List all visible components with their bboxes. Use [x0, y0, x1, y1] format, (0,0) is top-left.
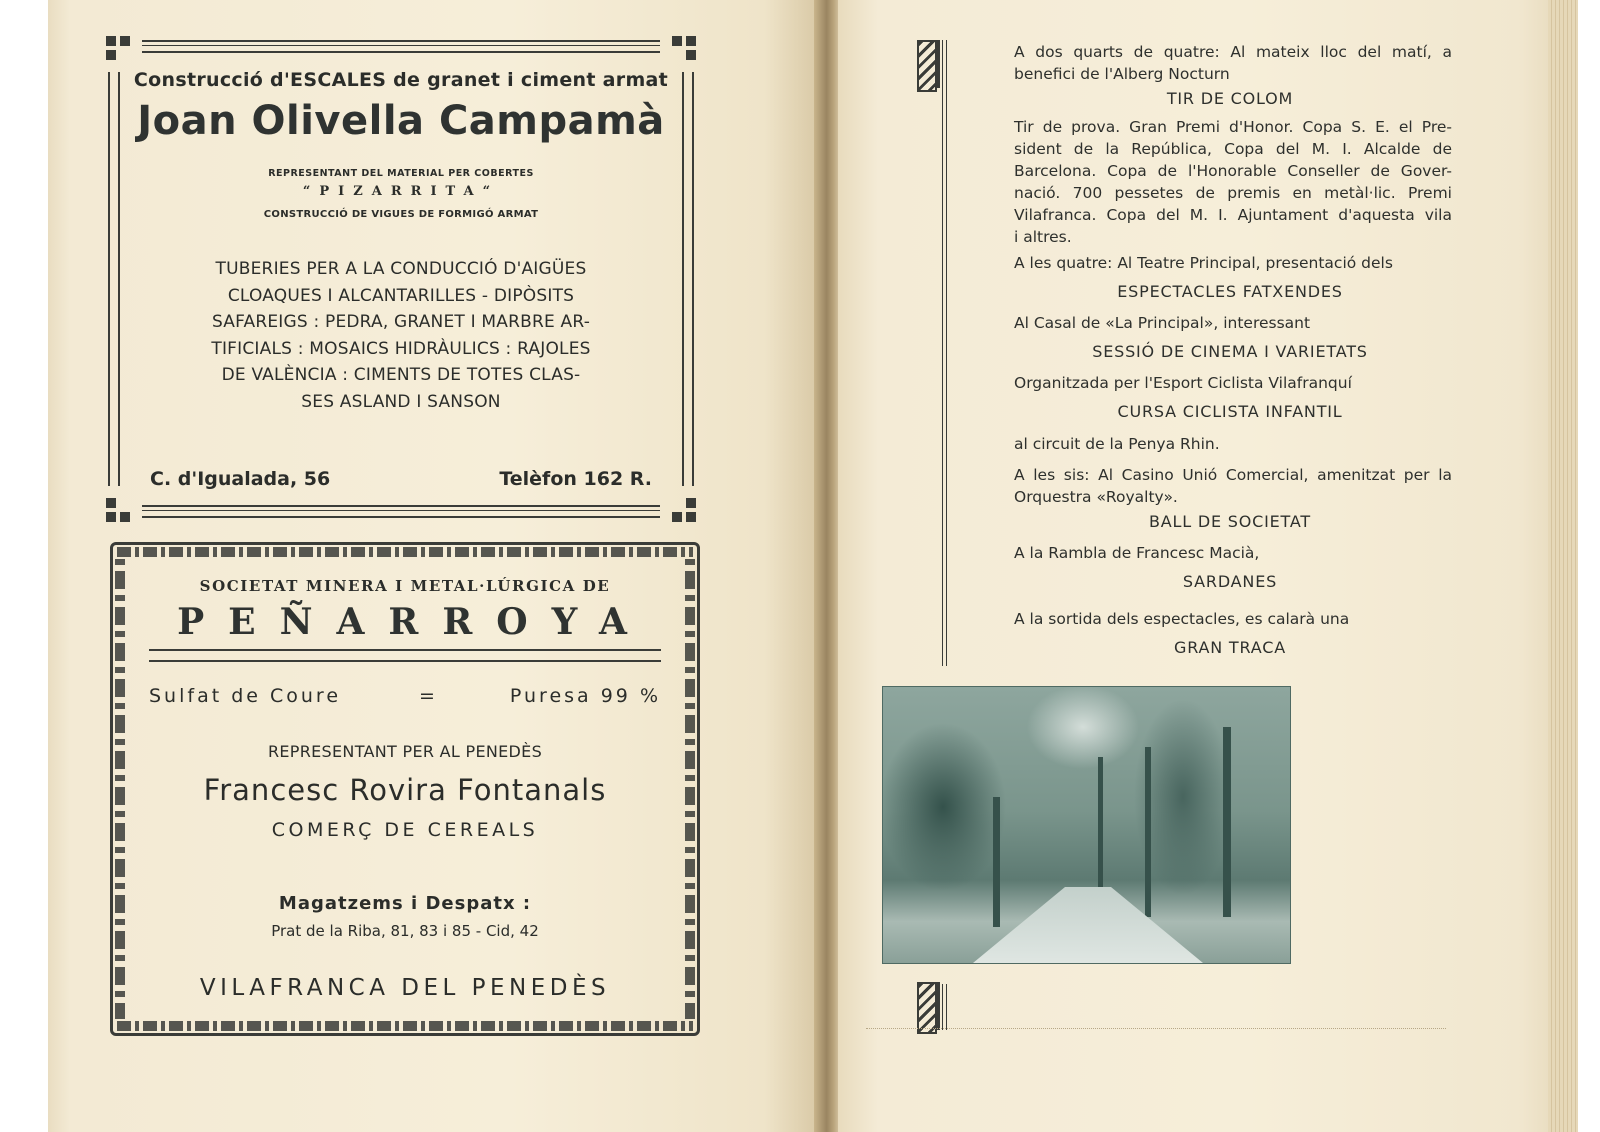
- ornament-border-top: [117, 547, 693, 557]
- ad-company: PEÑARROYA: [177, 601, 651, 643]
- programme-paragraph: Orquestra «Royalty».: [1014, 488, 1178, 506]
- ad-phone: Telèfon 162 R.: [499, 468, 652, 490]
- event-heading: SESSIÓ DE CINEMA I VARIETATS: [1092, 342, 1368, 361]
- ornament-border-bottom: [117, 1021, 693, 1031]
- ad-border-bottom: [142, 505, 660, 518]
- corner-ornament: [106, 494, 134, 522]
- ad-trade: COMERÇ DE CEREALS: [271, 819, 539, 841]
- corner-ornament: [106, 36, 134, 64]
- event-heading: TIR DE COLOM: [1166, 89, 1294, 108]
- product-purity: Puresa 99 %: [509, 685, 661, 707]
- programme-paragraph: al circuit de la Penya Rhin.: [1014, 435, 1220, 453]
- product-line: TIFICIALS : MOSAICS HIDRÀULICS : RAJOLES: [211, 338, 591, 359]
- ad-society: SOCIETAT MINERA I METAL·LÚRGICA DE: [199, 577, 611, 595]
- ad-brand: “PIZARRITA“: [302, 184, 500, 199]
- programme-paragraph: A dos quarts de quatre: Al mateix lloc del matí, a: [1014, 43, 1452, 61]
- product-name: Sulfat de Coure: [149, 685, 342, 707]
- photo-tree-trunk: [1223, 727, 1231, 917]
- photo-tree-trunk: [993, 797, 1000, 927]
- ad-warehouse: Magatzems i Despatx :: [278, 893, 532, 914]
- programme-paragraph: benefici de l'Alberg Nocturn: [1014, 65, 1230, 83]
- programme-paragraph: nació. 700 pessetes de premis en metàl·lic. Premi: [1014, 184, 1452, 202]
- ad-town: VILAFRANCA DEL PENEDÈS: [199, 975, 611, 1001]
- product-line: SAFAREIGS : PEDRA, GRANET I MARBRE AR-: [211, 312, 591, 332]
- event-heading: CURSA CICLISTA INFANTIL: [1117, 402, 1343, 421]
- product-line: SES ASLAND I SANSON: [301, 391, 501, 412]
- margin-ornament-icon: [917, 40, 941, 88]
- ad-penarroya: [110, 542, 700, 1036]
- ad-address: Prat de la Riba, 81, 83 i 85 - Cid, 42: [271, 922, 539, 940]
- photo-tree-trunk: [1145, 747, 1151, 917]
- equals-sign: =: [419, 685, 438, 707]
- margin-ornament-icon: [917, 982, 941, 1030]
- event-heading: BALL DE SOCIETAT: [1149, 512, 1311, 531]
- ad-products: [106, 256, 696, 415]
- product-line: DE VALÈNCIA : CIMENTS DE TOTES CLAS-: [221, 365, 581, 385]
- programme-paragraph: Organitzada per l'Esport Ciclista Vilafranquí: [1014, 374, 1352, 392]
- event-heading: SARDANES: [1182, 572, 1278, 591]
- programme-paragraph: Tir de prova. Gran Premi d'Honor. Copa S. E. el Pre-: [1014, 118, 1452, 136]
- programme-paragraph: i altres.: [1014, 228, 1072, 246]
- programme-paragraph: sident de la República, Copa del M. I. Alcalde de: [1014, 140, 1452, 158]
- programme-paragraph: Barcelona. Copa de l'Honorable Conseller de Gover-: [1014, 162, 1452, 180]
- product-line: CLOAQUES I ALCANTARILLES - DIPÒSITS: [227, 285, 575, 306]
- product-line: TUBERIES PER A LA CONDUCCIÓ D'AIGÜES: [215, 259, 587, 279]
- dotted-rule: [866, 1028, 1446, 1029]
- ad-representant: REPRESENTANT PER AL PENEDÈS: [267, 742, 543, 761]
- promenade-photo: [882, 686, 1291, 964]
- ad-address: C. d'Igualada, 56: [150, 468, 331, 490]
- ad-business-name: Joan Olivella Campamà: [137, 98, 665, 144]
- corner-ornament: [668, 36, 696, 64]
- margin-rule: [942, 40, 947, 666]
- ad-rep-name: Francesc Rovira Fontanals: [203, 773, 607, 807]
- corner-ornament: [668, 494, 696, 522]
- ad-rule: [149, 649, 661, 662]
- ad-heading: Construcció d'ESCALES de granet i ciment armat: [133, 69, 669, 91]
- ad-border-top: [142, 40, 660, 53]
- programme-paragraph: A la sortida dels espectacles, es calarà una: [1014, 610, 1350, 628]
- event-heading: GRAN TRACA: [1174, 638, 1286, 657]
- ad-vigues: CONSTRUCCIÓ DE VIGUES DE FORMIGÓ ARMAT: [263, 209, 539, 220]
- ad-representant: REPRESENTANT DEL MATERIAL PER COBERTES: [268, 168, 534, 179]
- programme-paragraph: A les sis: Al Casino Unió Comercial, amenitzat per la: [1014, 466, 1452, 484]
- event-heading: ESPECTACLES FATXENDES: [1117, 282, 1343, 301]
- programme-paragraph: A les quatre: Al Teatre Principal, presentació dels: [1014, 254, 1393, 272]
- ad-escales: [106, 36, 696, 522]
- programme-paragraph: A la Rambla de Francesc Macià,: [1014, 544, 1260, 562]
- programme-paragraph: Al Casal de «La Principal», interessant: [1014, 314, 1311, 332]
- photo-path: [973, 887, 1203, 963]
- page-edges: [1548, 0, 1578, 1132]
- margin-rule: [942, 984, 947, 1030]
- programme-paragraph: Vilafranca. Copa del M. I. Ajuntament d'aquesta vila: [1014, 206, 1452, 224]
